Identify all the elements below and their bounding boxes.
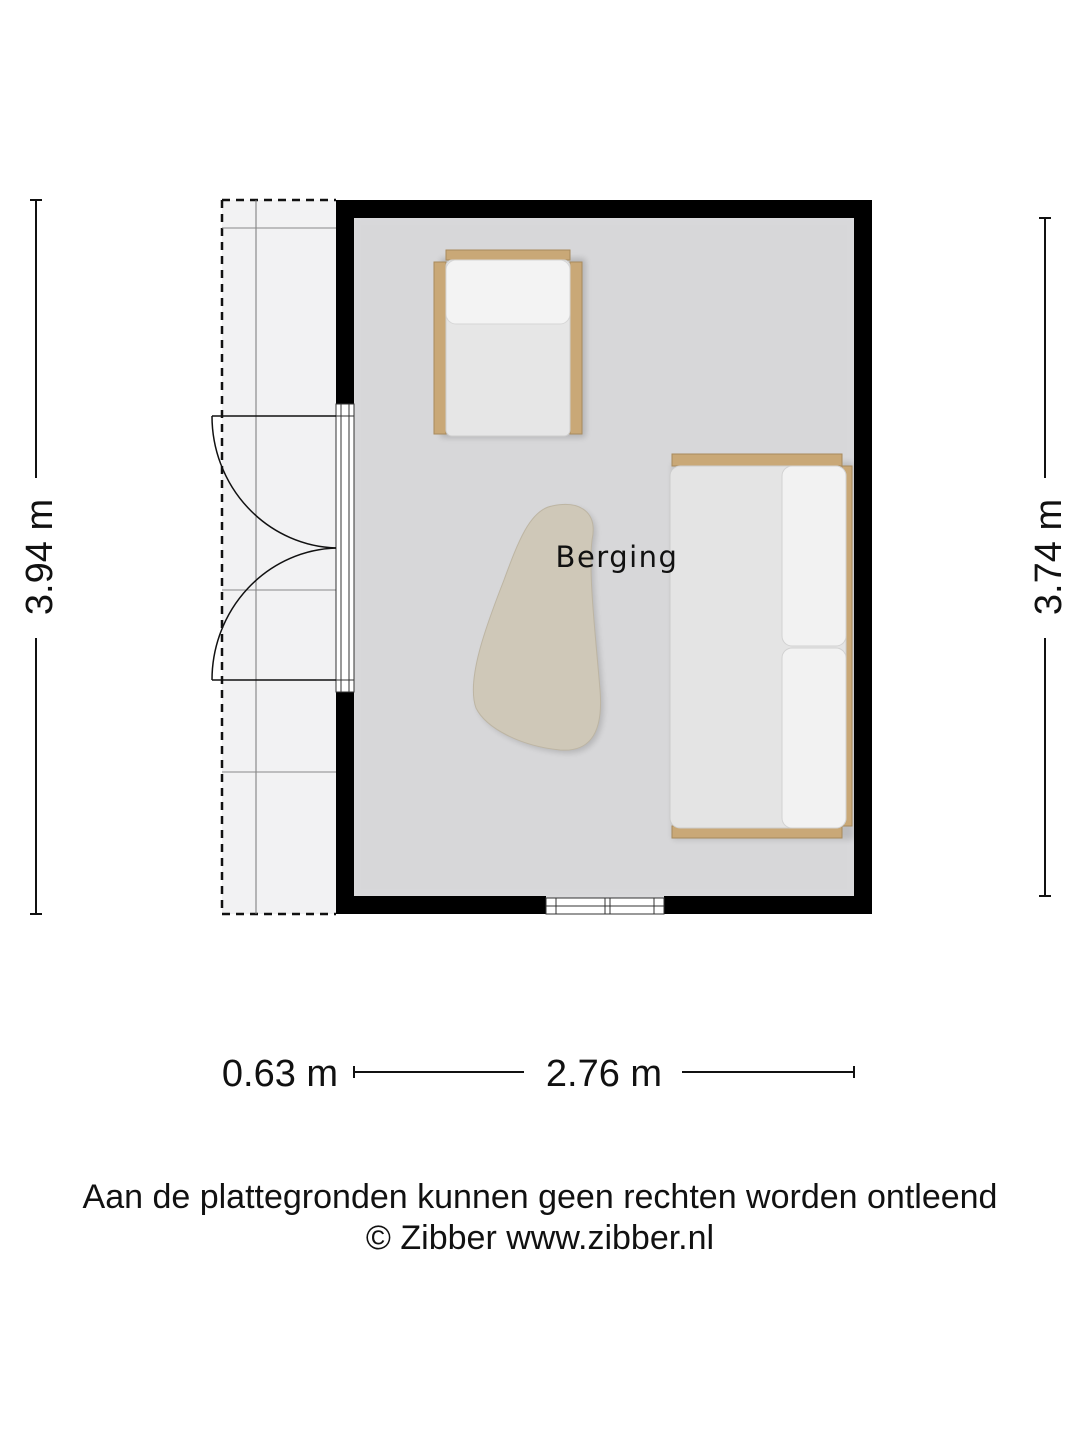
left-height-label: 3.94 m: [19, 498, 61, 616]
copyright-text: © Zibber www.zibber.nl: [365, 1219, 715, 1257]
bottom-dimension-line: [222, 1053, 854, 1095]
sofa-icon: [670, 454, 854, 840]
room-width-label: 2.76 m: [545, 1053, 663, 1095]
window-icon: [546, 898, 664, 914]
terrace-outline: [222, 200, 336, 914]
terrace-width-label: 0.63 m: [221, 1053, 339, 1095]
right-height-label: 3.74 m: [1028, 498, 1070, 616]
room-label: Berging: [555, 540, 679, 574]
left-dimension-line: [19, 200, 61, 914]
disclaimer-text: Aan de plattegronden kunnen geen rechten worden ontleend: [82, 1178, 998, 1216]
armchair-icon: [434, 250, 586, 438]
right-dimension-line: [1028, 218, 1070, 896]
